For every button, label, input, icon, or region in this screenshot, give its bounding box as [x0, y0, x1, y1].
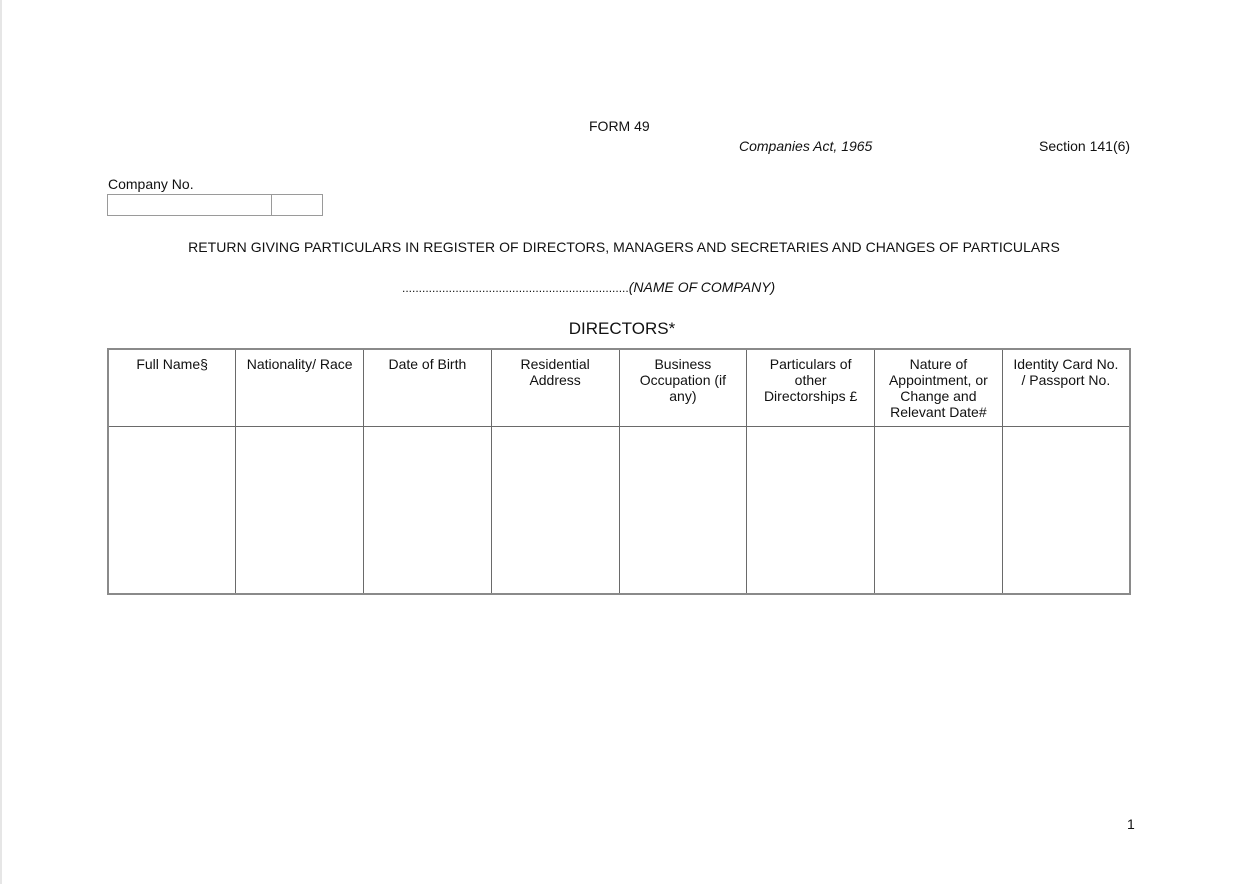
table-row — [108, 427, 1130, 595]
column-header-nationality: Nationality/ Race — [236, 349, 364, 427]
column-header-nature-of-appointment: Nature of Appointment, or Change and Relevant Date# — [875, 349, 1003, 427]
cell-full-name[interactable] — [108, 427, 236, 595]
company-no-field-main[interactable] — [108, 195, 272, 215]
column-header-identity-card: Identity Card No. / Passport No. — [1002, 349, 1130, 427]
company-no-field-suffix[interactable] — [272, 195, 322, 215]
column-header-full-name: Full Name§ — [108, 349, 236, 427]
directors-title: DIRECTORS* — [568, 319, 676, 338]
name-of-company-label: (NAME OF COMPANY) — [628, 279, 776, 295]
column-header-residential-address: Residential Address — [491, 349, 619, 427]
page-edge — [0, 0, 2, 884]
directors-table — [107, 348, 1131, 595]
section-reference: Section 141(6) — [1039, 138, 1131, 154]
name-of-company-dots[interactable]: .................................................................... — [402, 281, 629, 295]
cell-date-of-birth[interactable] — [364, 427, 492, 595]
page-number: 1 — [1127, 816, 1135, 832]
act-reference: Companies Act, 1965 — [739, 138, 873, 154]
company-no-label: Company No. — [108, 176, 194, 192]
column-header-date-of-birth: Date of Birth — [364, 349, 492, 427]
name-of-company-line — [402, 279, 775, 295]
column-header-business-occupation: Business Occupation (if any) — [619, 349, 747, 427]
company-no-field[interactable] — [107, 194, 323, 216]
cell-nationality[interactable] — [236, 427, 364, 595]
cell-residential-address[interactable] — [491, 427, 619, 595]
directors-header-row — [108, 349, 1130, 427]
cell-nature-of-appointment[interactable] — [875, 427, 1003, 595]
form-title: FORM 49 — [589, 118, 650, 134]
cell-business-occupation[interactable] — [619, 427, 747, 595]
cell-other-directorships[interactable] — [747, 427, 875, 595]
cell-identity-card[interactable] — [1002, 427, 1130, 595]
column-header-other-directorships: Particulars of other Directorships £ — [747, 349, 875, 427]
return-title: RETURN GIVING PARTICULARS IN REGISTER OF DIRECTORS, MANAGERS AND SECRETARIES AND CHANGES OF PARTICULARS — [188, 239, 1060, 255]
